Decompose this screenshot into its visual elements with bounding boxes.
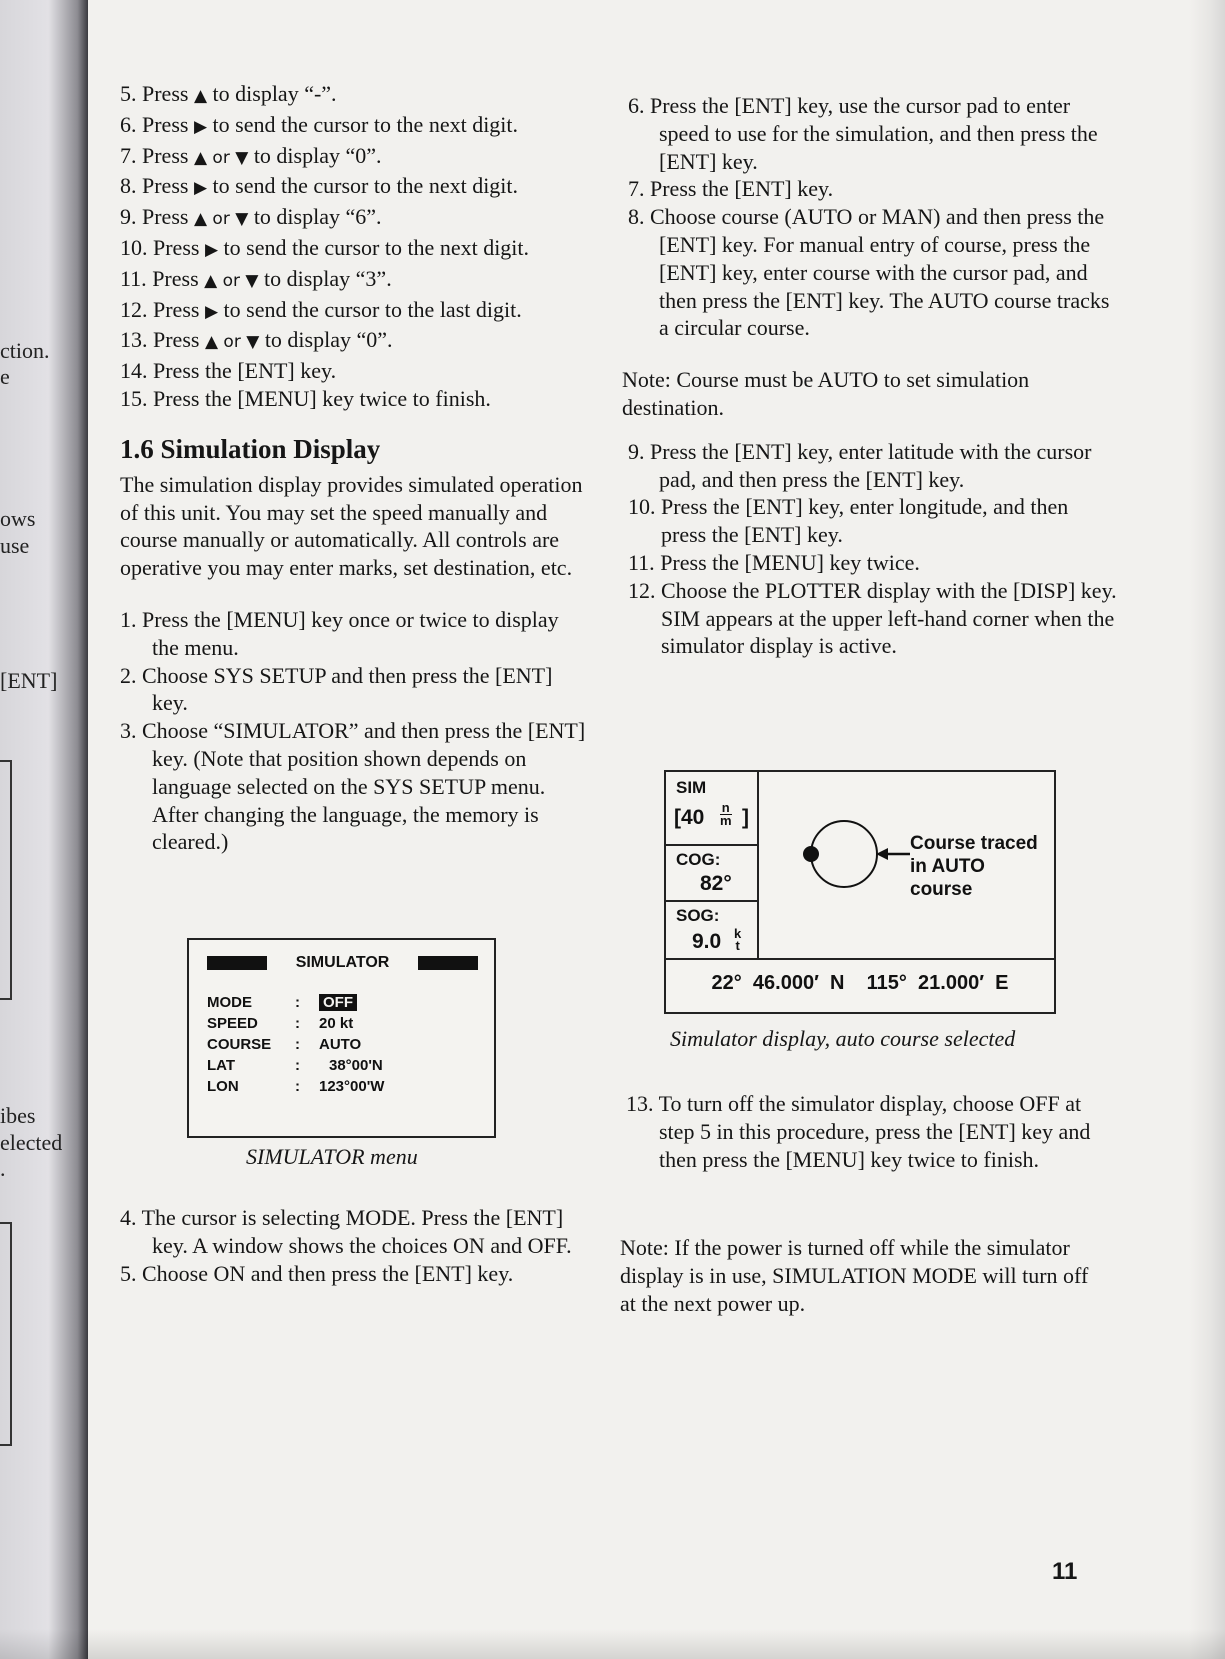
- step-item: 10. Press ▶ to send the cursor to the next digit.: [120, 234, 530, 260]
- own-ship-marker: [803, 846, 819, 862]
- facing-page-text: use: [0, 533, 30, 558]
- up-down-arrow-icon: ▲ or ▼: [204, 332, 260, 353]
- facing-page-text: [ENT]: [0, 668, 58, 693]
- steps-mid: [120, 606, 590, 856]
- left-column: [120, 80, 590, 856]
- up-down-arrow-icon: ▲ or ▼: [193, 147, 249, 168]
- figure-caption: SIMULATOR menu: [246, 1144, 418, 1169]
- sim-label: SIM: [676, 778, 707, 797]
- note-2: [620, 1234, 1090, 1317]
- step-item: 14. Press the [ENT] key.: [120, 358, 337, 384]
- step-item: 6. Press the [ENT] key, use the cursor pad to enter speed to use for the simulation, and then press the [ENT] key.: [628, 93, 1098, 174]
- step-13: [626, 1090, 1096, 1173]
- figure-caption: Simulator display, auto course selected: [670, 1026, 1016, 1051]
- facing-page-text: e: [0, 364, 10, 389]
- step-item: 11. Press the [MENU] key twice.: [628, 549, 920, 575]
- step-item: 1. Press the [MENU] key once or twice to display the menu.: [120, 606, 559, 660]
- step-item: 2. Choose SYS SETUP and then press the [ENT] key.: [120, 662, 553, 716]
- course-annotation: Course traced in AUTO course: [910, 833, 1038, 900]
- course-circle: [811, 821, 877, 887]
- right-arrow-icon: ▶: [193, 178, 208, 199]
- facing-page-text: elected: [0, 1130, 63, 1155]
- pointer-arrowhead: [876, 848, 888, 860]
- facing-page-text: ows: [0, 506, 36, 531]
- step-item: 8. Press ▶ to send the cursor to the next digit.: [120, 173, 519, 199]
- step-item: 7. Press the [ENT] key.: [628, 176, 834, 202]
- right-arrow-icon: ▶: [193, 116, 208, 137]
- facing-page-text: .: [0, 1156, 6, 1181]
- up-arrow-icon: ▲: [193, 86, 208, 106]
- step-item: 4. The cursor is selecting MODE. Press the [ENT] key. A window shows the choices ON and OFF.: [120, 1205, 572, 1258]
- step-item: 9. Press the [ENT] key, enter latitude with the cursor pad, and then press the [ENT] key.: [628, 438, 1092, 492]
- mode-value-selected: OFF: [319, 994, 357, 1011]
- steps-bottom: [120, 1204, 590, 1287]
- right-arrow-icon: ▶: [204, 239, 219, 260]
- sog-cell: SOG: 9.0 k t: [676, 906, 742, 953]
- step-item: 5. Press ▲ to display “-”.: [120, 81, 337, 106]
- step-item: 13. To turn off the simulator display, choose OFF at step 5 in this procedure, press the [ENT] key and then press the [MENU] key twice to finish.: [626, 1091, 1091, 1172]
- position-readout: [666, 958, 1054, 1012]
- step-item: 5. Choose ON and then press the [ENT] key.: [120, 1260, 514, 1286]
- facing-page-fragments: [0, 0, 80, 1659]
- simulator-menu-figure: SIMULATOR MODE : OFF SPEED : 20 kt COURSE : AUTO LAT : 38°00'N LON : 123°00'W: [187, 938, 496, 1138]
- step-item: 11. Press ▲ or ▼ to display “3”.: [120, 265, 392, 291]
- simulator-display-figure: [664, 770, 1056, 1014]
- page-number: 11: [1052, 1558, 1078, 1585]
- facing-page-text: ibes: [0, 1103, 36, 1128]
- cog-value: 82°: [700, 872, 732, 895]
- sog-value: 9.0: [692, 930, 722, 953]
- sog-unit: k t: [734, 926, 742, 953]
- step-item: 3. Choose “SIMULATOR” and then press the [ENT] key. (Note that position shown depends on language selected on the SYS SETUP menu. After changing the language, the memory is cleared.): [120, 718, 586, 855]
- cog-cell: COG: 82°: [666, 844, 757, 902]
- facing-page-box: [0, 1222, 12, 1446]
- step-item: 9. Press ▲ or ▼ to display “6”.: [120, 204, 382, 230]
- note-text: Note: Course must be AUTO to set simulation destination.: [622, 367, 1030, 420]
- note-text: Note: If the power is turned off while the simulator display is in use, SIMULATION MODE will turn off at the next power up.: [620, 1235, 1089, 1316]
- up-down-arrow-icon: ▲ or ▼: [204, 270, 259, 291]
- menu-header: [207, 954, 478, 974]
- range-cell: SIM [40 n m ]: [666, 772, 757, 846]
- range-unit: n m: [720, 800, 732, 828]
- right-arrow-icon: ▶: [204, 301, 219, 322]
- facing-page-box: [0, 760, 12, 1000]
- readout-panel: [666, 772, 759, 958]
- auto-course-circle-diagram: [786, 818, 916, 898]
- range-value: [40: [674, 806, 705, 829]
- facing-page-text: ction.: [0, 338, 50, 363]
- step-item: 13. Press ▲ or ▼ to display “0”.: [120, 327, 393, 353]
- steps-top: [120, 80, 590, 413]
- step-item: 15. Press the [MENU] key twice to finish.: [120, 385, 491, 411]
- header-bar: [418, 956, 478, 970]
- step-item: 6. Press ▶ to send the cursor to the next digit.: [120, 111, 519, 137]
- position-value: 22° 46.000′ N 115° 21.000′ E: [711, 972, 1009, 994]
- step-item: 10. Press the [ENT] key, enter longitude, and then press the [ENT] key.: [628, 494, 1069, 548]
- up-down-arrow-icon: ▲ or ▼: [193, 209, 249, 230]
- section-title: 1.6 Simulation Display: [120, 433, 381, 464]
- page-bottom-shadow: [0, 1629, 1225, 1659]
- step-item: 7. Press ▲ or ▼ to display “0”.: [120, 142, 382, 168]
- step-item: 8. Choose course (AUTO or MAN) and then press the [ENT] key. For manual entry of course, press the [ENT] key, enter course with the cursor pad, and then press the [ENT] key. The AUTO course tracks a circular course.: [628, 204, 1110, 341]
- page-edge: [1189, 0, 1225, 1659]
- step-item: 12. Press ▶ to send the cursor to the last digit.: [120, 296, 522, 322]
- section-intro: The simulation display provides simulated operation of this unit. You may set the speed manually and course manually or automatically. All controls are operative you may enter marks, set destination, etc.: [120, 471, 583, 581]
- step-item: 12. Choose the PLOTTER display with the [DISP] key. SIM appears at the upper left-hand corner when the simulator display is active.: [628, 577, 1117, 659]
- menu-title: SIMULATOR: [295, 954, 390, 971]
- right-column: [622, 92, 1118, 660]
